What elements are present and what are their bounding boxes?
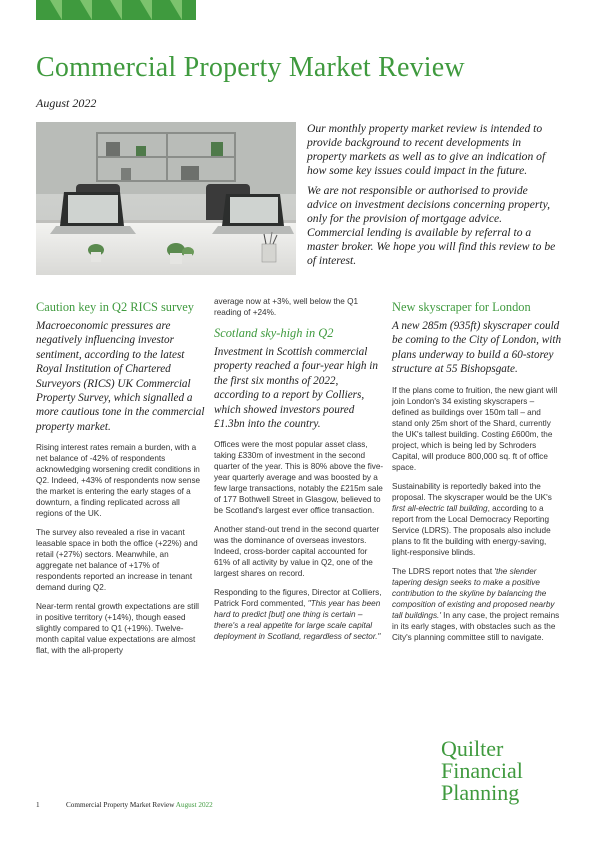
- paragraph-text: In any case, the project remains in its early stages, with obstacles such as the City's planning committee still to navigate.: [392, 610, 560, 642]
- paragraph-text: , according to a report from the Local Democracy Reporting Service (LDRS). The proposals also include plans to fit the building with energy-saving, light-responsive blinds.: [392, 503, 551, 557]
- article-paragraph: [392, 566, 562, 643]
- article-paragraph: [214, 587, 384, 642]
- paragraph-text: Sustainability is reportedly baked into the proposal. The skyscraper would be the UK's: [392, 481, 552, 502]
- top-accent-bar: [36, 0, 196, 20]
- chevron-shape: [80, 0, 92, 20]
- article-heading: Caution key in Q2 RICS survey: [36, 300, 194, 314]
- quote-intro: Responding to the figures, Director at Colliers, Patrick Ford commented,: [214, 588, 382, 609]
- office-photo: [36, 122, 296, 275]
- footer-title: Commercial Property Market Review: [66, 801, 175, 809]
- article-lead: Macroeconomic pressures are negatively influencing investor sentiment, according to the latest Royal Institution of Chartered Surveyors (RICS) UK Commercial Property Survey, which signalled a more cautious tone in the commercial property market.: [36, 320, 205, 433]
- disclaimer-paragraph: We are not responsible or authorised to provide advice on investment decisions concerning property, only for the provision of mortgage advice. Commercial lending is available by referral to a master broker. We hope you will find this review to be of interest.: [307, 184, 556, 267]
- chevron-shape: [170, 0, 182, 20]
- logo-line: Financial: [441, 758, 523, 783]
- chevron-shape: [50, 0, 62, 20]
- page-title: Commercial Property Market Review: [36, 52, 465, 83]
- article-paragraph: average now at +3%, well below the Q1 reading of +24%.: [214, 297, 359, 317]
- page-number: 1: [36, 801, 40, 809]
- article-paragraph: Another stand-out trend in the second quarter was the dominance of overseas investors. Indeed, cross-border capital accounted for 61% of all activity by value in Q2, one of the largest shares on record.: [214, 525, 380, 579]
- article-column-1: [36, 296, 206, 664]
- chevron-shape: [110, 0, 122, 20]
- intro-paragraph: Our monthly property market review is intended to provide background to recent developments in property markets as well as to give an indication of how some key issues could impact in the future.: [307, 122, 546, 177]
- article-paragraph: The survey also revealed a rise in vacant leasable space in both the office (+22%) and retail (+27%) sectors. Meanwhile, an aggregate net balance of +17% of respondents reported an increase in tenant demand during Q2.: [36, 528, 198, 593]
- article-lead: A new 285m (935ft) skyscraper could be coming to the City of London, with plans underway to build a 60-storey structure at 55 Bishopsgate.: [392, 320, 562, 376]
- article-paragraph: If the plans come to fruition, the new giant will join London's 34 existing skyscrapers – defined as buildings over 150m tall – and stand only 25m short of the Shard, currently the UK's tallest building. Costing £600m, the project, which is being led by Schroders Capital, will produce 800,000 sq. ft of office space.: [392, 385, 558, 472]
- quote-text: "This year has been hard to predict [but] one thing is certain – there's a real appetite for large scale capital deployment in Scotland, regardless of sector.": [214, 599, 381, 642]
- quilter-logo: [441, 738, 523, 804]
- article-paragraph: Near-term rental growth expectations are still in positive territory (+14%), though eased slightly compared to Q1 (+19%). Twelve-month capital value expectations are almost flat, with the all-property: [36, 602, 199, 656]
- article-lead: [214, 345, 384, 431]
- logo-line: Quilter: [441, 736, 504, 761]
- issue-date: August 2022: [36, 96, 97, 110]
- office-photo-illustration: [36, 122, 296, 275]
- article-column-2: [214, 296, 384, 650]
- chevron-shape: [140, 0, 152, 20]
- article-paragraph: Offices were the most popular asset class, taking £330m of investment in the second quarter of the year. This is 80% above the five-year quarterly average and was boosted by a few large transactions, notably the £215m sale of 177 Bothwell Street in Glasgow, believed to be Scotland's largest ever office transaction.: [214, 440, 384, 516]
- page-footer: [36, 801, 213, 809]
- article-paragraph: Rising interest rates remain a burden, with a net balance of -42% of respondents acknowledging worsening credit conditions in Q2. Indeed, +43% of respondents now sense the market is entering the early stages of a downturn, a finding replicated across all regions of the UK.: [36, 443, 201, 519]
- paragraph-text: The LDRS report notes that: [392, 566, 495, 576]
- article-paragraph: [392, 481, 562, 558]
- article-lead-text: Investment in Scottish commercial property reached a four-year high in the first six months of 2022, according to a report by Colliers, which showed investors poured £1.3bn into the country.: [214, 346, 378, 431]
- intro-section: [307, 122, 557, 274]
- footer-date: August 2022: [175, 801, 213, 809]
- article-heading: New skyscraper for London: [392, 300, 531, 314]
- article-heading: Scotland sky-high in Q2: [214, 326, 334, 340]
- emphasis-text: first all-electric tall building: [392, 503, 488, 513]
- logo-line: Planning: [441, 780, 520, 805]
- article-column-3: [392, 296, 562, 651]
- quote-text: 'the slender tapering design seeks to make a positive contribution to the skyline by balancing the composition of existing and proposed nearby tall buildings.': [392, 566, 555, 620]
